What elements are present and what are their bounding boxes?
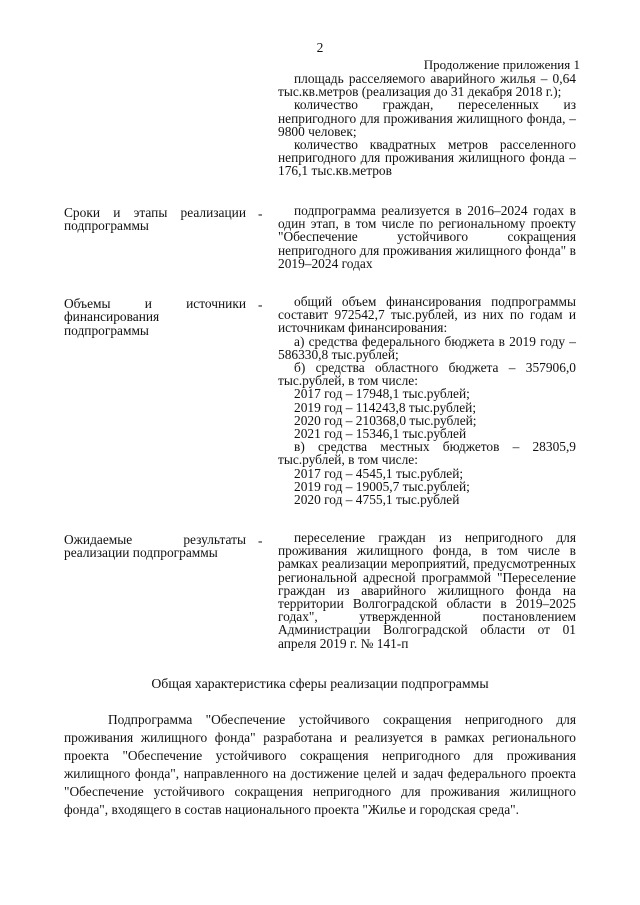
continuation-note: Продолжение приложения 1	[423, 57, 580, 72]
row-value-line: 2017 год – 17948,1 тыс.рублей;	[294, 386, 470, 402]
row-dash: -	[258, 206, 263, 221]
top-block	[278, 72, 576, 178]
row-label-results: Ожидаемые результаты реализации подпрограммы	[64, 532, 246, 561]
row-value-line: б) средства областного бюджета – 357906,0 тыс.рублей, в том числе:	[278, 360, 576, 389]
row-value-line: 2017 год – 4545,1 тыс.рублей;	[294, 465, 464, 481]
top-block-line: количество граждан, переселенных из непригодного для проживания жилищного фонда, – 9800 человек;	[278, 97, 576, 139]
row-value-line: 2020 год – 4755,1 тыс.рублей	[294, 492, 460, 508]
row-value-line: подпрограмма реализуется в 2016–2024 годах в один этап, в том числе по региональному проекту "Обеспечение устойчивого сокращения непригодного для проживания жилищного фонда" в 2019–2024 годах	[278, 203, 576, 271]
top-block-line: площадь расселяемого аварийного жилья – 0,64 тыс.кв.метров (реализация до 31 декабря 2018 г.);	[278, 71, 576, 100]
row-label-terms: Сроки и этапы реализации подпрограммы	[64, 205, 246, 234]
row-value-line: в) средства местных бюджетов – 28305,9 тыс.рублей, в том числе:	[278, 439, 576, 468]
row-dash: -	[258, 533, 263, 548]
row-value-financing	[278, 295, 576, 506]
row-value-line: а) средства федерального бюджета в 2019 году – 586330,8 тыс.рублей;	[278, 333, 576, 362]
row-value-line: 2019 год – 19005,7 тыс.рублей;	[294, 478, 470, 494]
row-value-terms	[278, 204, 576, 270]
row-value-line: 2020 год – 210368,0 тыс.рублей;	[294, 412, 477, 428]
row-dash: -	[258, 297, 263, 312]
section-heading: Общая характеристика сферы реализации подпрограммы	[151, 676, 489, 691]
top-block-line: количество квадратных метров расселенного непригодного для проживания жилищного фонда – 176,1 тыс.кв.метров	[278, 137, 576, 179]
page-number: 2	[316, 40, 324, 55]
row-value-line: переселение граждан из непригодного для проживания жилищного фонда, в том числе в рамках реализации мероприятий, предусмотренных региональной адресной программой "Переселение граждан из аварийного жилищного фонда на территории Волгоградской области в 2019–2025 годах", утвержденной постановлением Администрации Волгоградской области от 01 апреля 2019 г. № 141-п	[278, 530, 576, 651]
row-value-line: 2019 год – 114243,8 тыс.рублей;	[294, 399, 477, 415]
row-value-line: 2021 год – 15346,1 тыс.рублей	[294, 426, 467, 442]
row-label-financing: Объемы и источники финансирования подпрограммы	[64, 296, 246, 338]
body-paragraph	[64, 711, 576, 819]
row-value-results	[278, 531, 576, 650]
row-value-line: общий объем финансирования подпрограммы составит 972542,7 тыс.рублей, из них по годам и источникам финансирования:	[278, 294, 576, 336]
body-paragraph-text: Подпрограмма "Обеспечение устойчивого сокращения непригодного для проживания жилищного фонда" разработана и реализуется в рамках регионального проекта "Обеспечение устойчивого сокращения непригодного для проживания жилищного фонда", направленного на достижение целей и задач федерального проекта "Обеспечение устойчивого сокращения непригодного для проживания жилищного фонда", входящего в состав национального проекта "Жилье и городская среда".	[64, 712, 576, 817]
